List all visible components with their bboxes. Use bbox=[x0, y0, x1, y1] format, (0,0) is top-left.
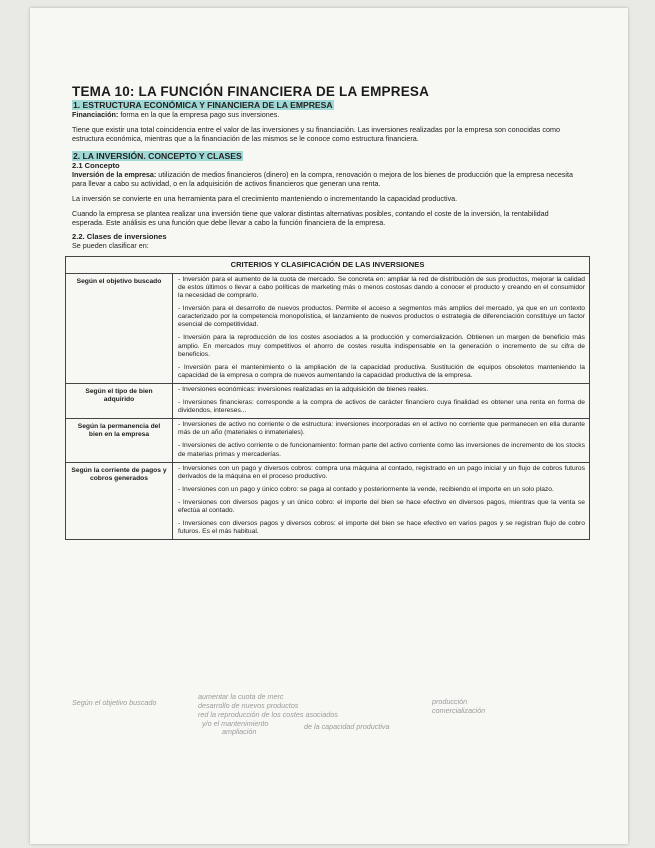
note-line: comercialización bbox=[432, 706, 486, 715]
table-row bbox=[66, 383, 590, 418]
table-header: CRITERIOS Y CLASIFICACIÓN DE LAS INVERSIONES bbox=[66, 256, 590, 273]
list-item: - Inversiones de activo no corriente o de estructura: inversiones incorporadas en el activo no corriente que permanecen en ella durante más de un año (materiales o inmateriales). bbox=[178, 421, 585, 437]
list-item: - Inversión para el mantenimiento o la ampliación de la capacidad productiva. Sustitución de equipos obsoletos manteniendo la capacidad de la empresa o compra de nuevos aumentando la capacidad productiva de la empresa. bbox=[178, 363, 585, 379]
criterion-cell: Según la corriente de pagos y cobros generados bbox=[66, 462, 173, 540]
section1-heading: 1. ESTRUCTURA ECONÓMICA Y FINANCIERA DE LA EMPRESA bbox=[73, 100, 333, 110]
list-item: - Inversiones con un pago y único cobro: se paga al contado y posteriormente la vende, recibiendo el importe en un solo plazo. bbox=[178, 485, 554, 493]
list-item: - Inversiones con diversos pagos y diversos cobros: el importe del bien se hace efectivo en varios pagos y se registran flujo de cobro futuros. Es el más habitual. bbox=[178, 520, 585, 536]
document-body bbox=[71, 84, 585, 540]
section2-heading: 2. LA INVERSIÓN. CONCEPTO Y CLASES bbox=[73, 150, 242, 161]
list-item: - Inversiones de activo corriente o de funcionamiento: forman parte del activo corriente como las inversiones de incremento de los stocks de materias primas y mercaderías. bbox=[178, 442, 585, 458]
note-line: ampliación bbox=[222, 727, 257, 736]
page-title: TEMA 10: LA FUNCIÓN FINANCIERA DE LA EMPRESA bbox=[72, 84, 430, 99]
classes-intro: Se pueden clasificar en: bbox=[72, 240, 149, 250]
section2-paragraph-1: La inversión se convierte en una herramienta para el crecimiento manteniendo o incrementando la capacidad productiva. bbox=[72, 194, 458, 204]
note-line: producción bbox=[432, 697, 468, 706]
investment-definition: Inversión de la empresa: utilización de medios financieros (dinero) en la compra, renovación o mejora de los bienes de producción que la empresa necesita para llevar a cabo su actividad, o en la adquisición de activos financieros que generan una renta. bbox=[72, 169, 574, 188]
paper-sheet bbox=[30, 8, 628, 844]
list-item: - Inversión para la reproducción de los costes asociados a la producción y comercialización. Obtienen un margen de beneficio más amplio. En mercados muy competitivos el ahorro de costes resulta indispensable en la generación o incremento de su cifra de beneficios. bbox=[178, 334, 585, 358]
note-line: desarrollo de nuevos productos bbox=[198, 701, 299, 710]
criterion-cell: Según el objetivo buscado bbox=[66, 273, 173, 383]
note-line: Según el objetivo buscado bbox=[72, 698, 157, 707]
note-line: y/o el mantenimiento bbox=[202, 719, 269, 728]
list-item: - Inversiones económicas: inversiones realizadas en la adquisición de bienes reales. bbox=[178, 385, 429, 393]
section2-paragraph-2: Cuando la empresa se plantea realizar una inversión tiene que valorar distintas alternativas posibles, contando el coste de la inversión, la rentabilidad esperada. Este análisis es una función que debe llevar a cabo la función financiera de la empresa. bbox=[72, 209, 549, 228]
table-row bbox=[66, 462, 590, 540]
criterion-cell: Según el tipo de bien adquirido bbox=[66, 383, 173, 418]
subsection-concept: 2.1 Concepto bbox=[72, 160, 120, 170]
table-row bbox=[66, 273, 590, 383]
note-line: red la reproducción de los costes asociados bbox=[198, 710, 338, 719]
note-line: aumentar la cuota de merc bbox=[198, 692, 284, 701]
criteria-table bbox=[65, 256, 590, 540]
handwritten-notes bbox=[72, 692, 592, 752]
table-row bbox=[66, 419, 590, 462]
subsection-classes: 2.2. Clases de inversiones bbox=[72, 231, 167, 241]
section1-paragraph: Tiene que existir una total coincidencia entre el valor de las inversiones y su financiación. Las inversiones realizadas por la empresa son conocidas como estructura económica, mientras que a la financiación de las mismos se le conoce como estructura financiera. bbox=[72, 125, 560, 144]
criterion-cell: Según la permanencia del bien en la empresa bbox=[66, 419, 173, 462]
note-line: de la capacidad productiva bbox=[304, 722, 390, 731]
list-item: - Inversiones con un pago y diversos cobros: compra una máquina al contado, registrado en un pago inicial y un flujo de cobros futuros derivados de la máquina en el proceso productivo. bbox=[178, 464, 585, 480]
list-item: - Inversión para el desarrollo de nuevos productos. Permite el acceso a segmentos más amplios del mercado, ya que en un contexto caracterizado por la competencia monopolística, el lanzamiento de nuevos productos o estrategia de diferenciación constituye un factor esencial de competitividad. bbox=[178, 305, 585, 329]
list-item: - Inversiones con diversos pagos y un único cobro: el importe del bien se hace efectivo en diversos pagos, mientras que la venta se efectúa al contado. bbox=[178, 498, 585, 514]
financing-definition: Financiación: forma en la que la empresa pago sus inversiones. bbox=[72, 110, 280, 119]
list-item: - Inversión para el aumento de la cuota de mercado. Se concreta en: ampliar la red de distribución de sus productos, mejorar la calidad de estos últimos o llevar a cabo políticas de marketing más o menos costosas dando a conocer el producto y creando en el consumidor la necesidad de comprarlo. bbox=[178, 275, 585, 300]
list-item: - Inversiones financieras: corresponde a la compra de activos de carácter financiero cuya finalidad es obtener una renta en forma de dividendos, intereses... bbox=[178, 399, 585, 415]
